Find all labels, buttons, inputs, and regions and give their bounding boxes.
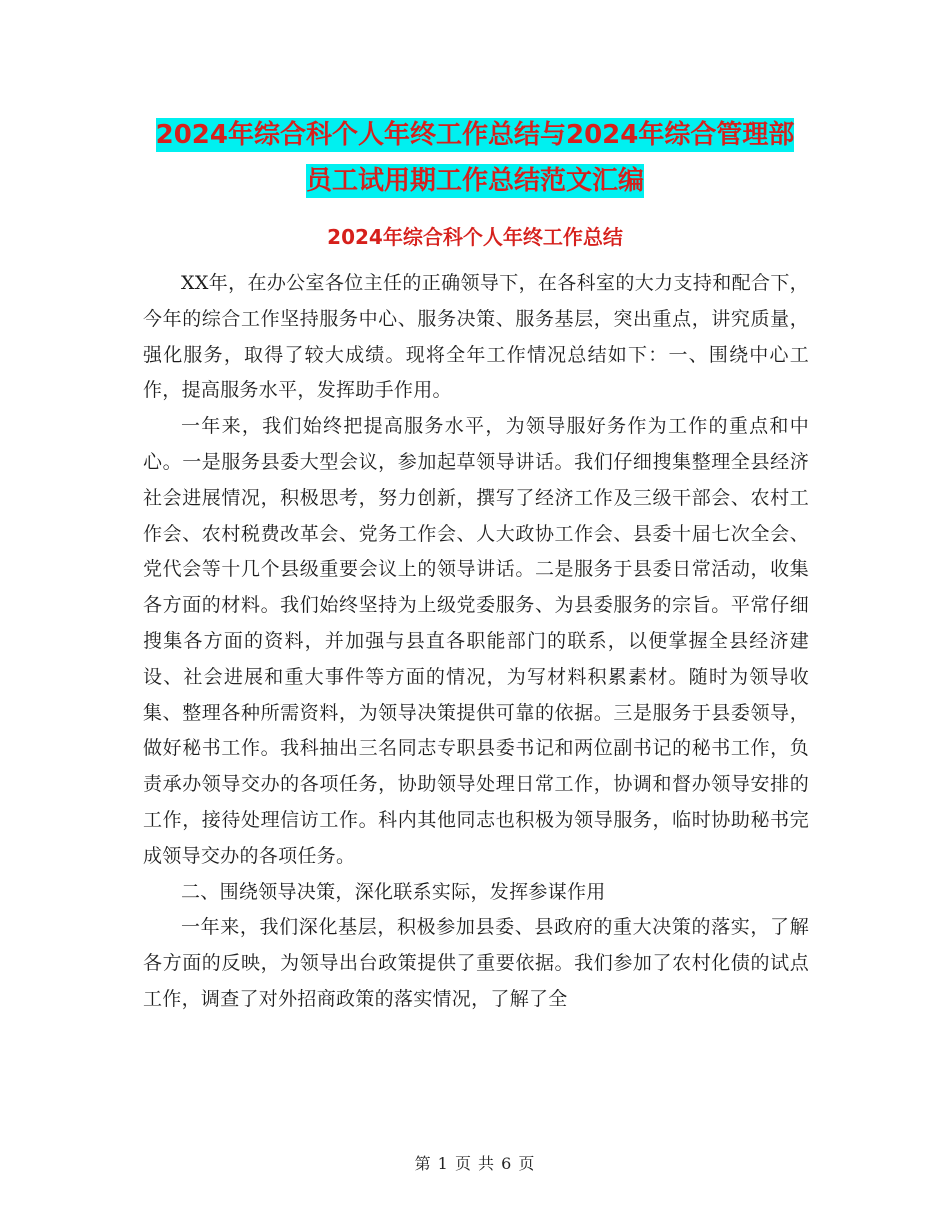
section-title: 2024年综合科个人年终工作总结 <box>327 225 623 249</box>
paragraph: 二、围绕领导决策，深化联系实际，发挥参谋作用 <box>181 880 606 903</box>
paragraph: XX年，在办公室各位主任的正确领导下，在各科室的大力支持和配合下，今年的综合工作坚持服务中心、服务决策、服务基层，突出重点，讲究质量，强化服务，取得了较大成绩。现将全年工作情况总结如下：一、围绕中心工作，提高服务水平，发挥助手作用。 <box>143 272 809 402</box>
document-title <box>140 112 810 204</box>
document-title-line-1: 2024年综合科个人年终工作总结与2024年综合管理部 <box>155 120 795 150</box>
body-text <box>143 266 809 1018</box>
paragraph: 一年来，我们深化基层，积极参加县委、县政府的重大决策的落实，了解各方面的反映，为领导出台政策提供了重要依据。我们参加了农村化债的试点工作，调查了对外招商政策的落实情况，了解了全 <box>143 916 809 1010</box>
paragraph: 一年来，我们始终把提高服务水平，为领导服好务作为工作的重点和中心。一是服务县委大型会议，参加起草领导讲话。我们仔细搜集整理全县经济社会进展情况，积极思考，努力创新，撰写了经济工作及三级干部会、农村工作会、农村税费改革会、党务工作会、人大政协工作会、县委十届七次全会、党代会等十几个县级重要会议上的领导讲话。二是服务于县委日常活动，收集各方面的材料。我们始终坚持为上级党委服务、为县委服务的宗旨。平常仔细搜集各方面的资料，并加强与县直各职能部门的联系，以便掌握全县经济建设、社会进展和重大事件等方面的情况，为写材料积累素材。随时为领导收集、整理各种所需资料，为领导决策提供可靠的依据。三是服务于县委领导，做好秘书工作。我科抽出三名同志专职县委书记和两位副书记的秘书工作，负责承办领导交办的各项任务，协助领导处理日常工作，协调和督办领导安排的工作，接待处理信访工作。科内其他同志也积极为领导服务，临时协助秘书完成领导交办的各项任务。 <box>143 415 809 867</box>
document-title-line-2: 员工试用期工作总结范文汇编 <box>305 166 644 196</box>
page-footer: 第 1 页 共 6 页 <box>414 1154 536 1173</box>
